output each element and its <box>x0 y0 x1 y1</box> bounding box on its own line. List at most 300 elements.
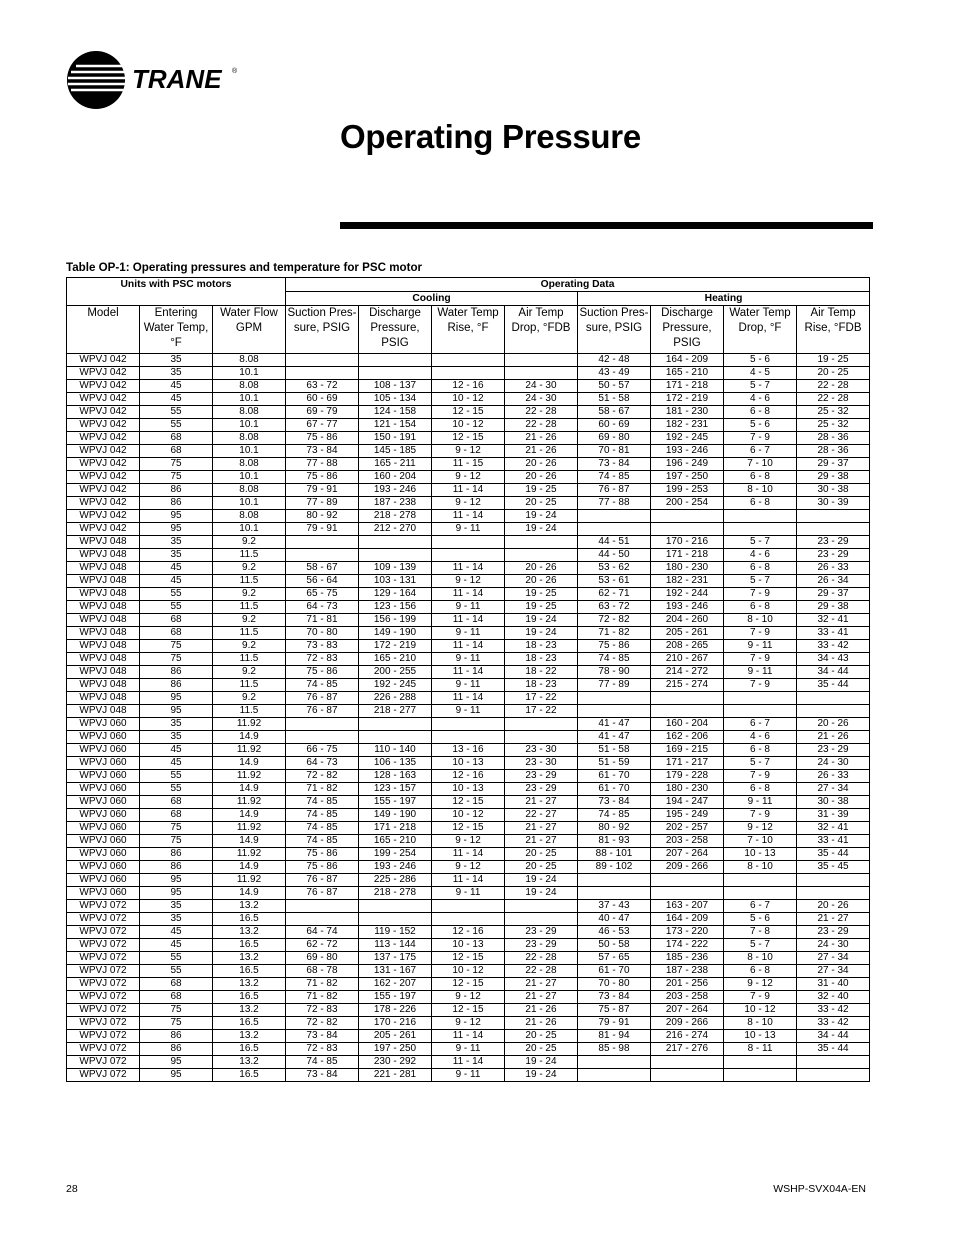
table-cell: 62 - 72 <box>286 939 359 952</box>
table-cell: 62 - 71 <box>578 588 651 601</box>
table-cell: 12 - 16 <box>432 770 505 783</box>
table-cell: 75 <box>140 458 213 471</box>
table-cell <box>724 692 797 705</box>
table-cell: WPVJ 060 <box>67 822 140 835</box>
table-cell <box>286 354 359 367</box>
table-cell: 50 - 58 <box>578 939 651 952</box>
table-cell: 181 - 230 <box>651 406 724 419</box>
table-body <box>67 354 870 1082</box>
table-cell: WPVJ 048 <box>67 562 140 575</box>
table-cell: 11.92 <box>213 718 286 731</box>
table-cell: 14.9 <box>213 861 286 874</box>
table-cell <box>359 354 432 367</box>
table-cell: 23 - 29 <box>505 939 578 952</box>
table-cell: 5 - 6 <box>724 913 797 926</box>
table-cell: 10 - 13 <box>724 1030 797 1043</box>
table-cell: 71 - 82 <box>286 978 359 991</box>
table-cell <box>286 549 359 562</box>
table-cell: 75 <box>140 835 213 848</box>
table-cell <box>651 1069 724 1082</box>
table-cell: 193 - 246 <box>359 861 432 874</box>
table-row <box>67 874 870 887</box>
table-cell: 12 - 16 <box>432 926 505 939</box>
table-cell <box>432 367 505 380</box>
table-cell: 218 - 278 <box>359 510 432 523</box>
table-cell: 81 - 94 <box>578 1030 651 1043</box>
table-row <box>67 458 870 471</box>
table-cell <box>359 913 432 926</box>
table-cell: 22 - 28 <box>797 393 870 406</box>
table-cell <box>797 705 870 718</box>
table-cell: 81 - 93 <box>578 835 651 848</box>
table-row <box>67 978 870 991</box>
table-row <box>67 549 870 562</box>
table-cell: 230 - 292 <box>359 1056 432 1069</box>
column-header: Water Flow GPM <box>213 306 286 354</box>
table-cell: 85 - 98 <box>578 1043 651 1056</box>
table-cell: 26 - 34 <box>797 575 870 588</box>
table-cell: 53 - 61 <box>578 575 651 588</box>
table-cell <box>432 354 505 367</box>
table-cell: 9 - 11 <box>724 796 797 809</box>
table-cell: 205 - 261 <box>359 1030 432 1043</box>
table-cell: 218 - 277 <box>359 705 432 718</box>
table-cell: 9 - 11 <box>432 1043 505 1056</box>
table-row <box>67 952 870 965</box>
table-cell: 174 - 222 <box>651 939 724 952</box>
table-cell: 178 - 226 <box>359 1004 432 1017</box>
table-cell: WPVJ 042 <box>67 354 140 367</box>
table-cell: 44 - 51 <box>578 536 651 549</box>
table-cell: WPVJ 072 <box>67 1056 140 1069</box>
table-cell: 34 - 43 <box>797 653 870 666</box>
table-cell: 182 - 231 <box>651 419 724 432</box>
table-cell: 8 - 10 <box>724 952 797 965</box>
table-cell: 20 - 26 <box>505 562 578 575</box>
table-cell: WPVJ 048 <box>67 679 140 692</box>
table-cell: WPVJ 042 <box>67 380 140 393</box>
table-cell: 4 - 6 <box>724 393 797 406</box>
table-cell: 9 - 12 <box>432 471 505 484</box>
table-cell: 51 - 58 <box>578 744 651 757</box>
table-cell <box>432 718 505 731</box>
table-cell <box>724 874 797 887</box>
table-cell: 71 - 82 <box>286 991 359 1004</box>
table-cell: 74 - 85 <box>578 653 651 666</box>
table-cell: 20 - 25 <box>505 1043 578 1056</box>
table-cell: 12 - 15 <box>432 978 505 991</box>
table-row <box>67 380 870 393</box>
table-cell: 55 <box>140 406 213 419</box>
table-row <box>67 692 870 705</box>
table-cell: 13.2 <box>213 952 286 965</box>
table-cell: 9.2 <box>213 692 286 705</box>
table-row <box>67 653 870 666</box>
table-cell: 55 <box>140 419 213 432</box>
table-cell: 72 - 82 <box>286 1017 359 1030</box>
table-cell: 72 - 82 <box>286 770 359 783</box>
table-cell: 79 - 91 <box>578 1017 651 1030</box>
table-cell: 79 - 91 <box>286 523 359 536</box>
table-cell: 75 - 86 <box>286 848 359 861</box>
table-cell <box>505 367 578 380</box>
table-row <box>67 926 870 939</box>
table-cell: 74 - 85 <box>286 835 359 848</box>
table-cell: 14.9 <box>213 731 286 744</box>
table-cell <box>432 913 505 926</box>
table-cell: 8 - 10 <box>724 1017 797 1030</box>
table-cell: 221 - 281 <box>359 1069 432 1082</box>
table-cell <box>505 913 578 926</box>
table-cell: 105 - 134 <box>359 393 432 406</box>
table-cell: 68 <box>140 627 213 640</box>
table-row <box>67 640 870 653</box>
table-cell: 55 <box>140 770 213 783</box>
table-cell: 11.92 <box>213 744 286 757</box>
table-cell: 9.2 <box>213 666 286 679</box>
table-cell: 7 - 10 <box>724 458 797 471</box>
table-row <box>67 588 870 601</box>
table-cell <box>505 731 578 744</box>
table-row <box>67 393 870 406</box>
table-cell: WPVJ 042 <box>67 367 140 380</box>
table-cell: WPVJ 072 <box>67 952 140 965</box>
table-cell: 71 - 82 <box>286 783 359 796</box>
table-cell: 11.92 <box>213 848 286 861</box>
table-cell: WPVJ 048 <box>67 640 140 653</box>
table-cell: 19 - 25 <box>505 588 578 601</box>
table-cell: 209 - 266 <box>651 861 724 874</box>
table-cell <box>797 1056 870 1069</box>
table-row <box>67 497 870 510</box>
table-cell: 113 - 144 <box>359 939 432 952</box>
table-cell: 77 - 88 <box>286 458 359 471</box>
table-cell: 55 <box>140 965 213 978</box>
table-cell: 6 - 8 <box>724 601 797 614</box>
table-cell: 45 <box>140 757 213 770</box>
table-cell: 21 - 26 <box>505 432 578 445</box>
table-cell: 10 - 13 <box>432 757 505 770</box>
table-cell: 9 - 11 <box>724 640 797 653</box>
table-cell: 215 - 274 <box>651 679 724 692</box>
table-cell: 9.2 <box>213 614 286 627</box>
table-cell: 8.08 <box>213 510 286 523</box>
table-cell <box>724 523 797 536</box>
table-cell: 11 - 14 <box>432 692 505 705</box>
table-cell: 163 - 207 <box>651 900 724 913</box>
table-cell: 73 - 84 <box>286 445 359 458</box>
table-cell: 37 - 43 <box>578 900 651 913</box>
table-cell: WPVJ 060 <box>67 783 140 796</box>
table-cell: 75 - 86 <box>286 471 359 484</box>
table-cell: WPVJ 060 <box>67 731 140 744</box>
table-cell: 66 - 75 <box>286 744 359 757</box>
table-cell: 5 - 7 <box>724 536 797 549</box>
table-cell: 68 <box>140 445 213 458</box>
table-cell <box>359 900 432 913</box>
table-cell: 226 - 288 <box>359 692 432 705</box>
table-cell: WPVJ 042 <box>67 497 140 510</box>
table-row <box>67 809 870 822</box>
table-cell: 19 - 24 <box>505 510 578 523</box>
table-cell: 25 - 32 <box>797 406 870 419</box>
table-cell: 10.1 <box>213 523 286 536</box>
table-cell: 9 - 12 <box>724 822 797 835</box>
table-cell: 74 - 85 <box>286 809 359 822</box>
table-cell: WPVJ 060 <box>67 718 140 731</box>
table-cell <box>724 1056 797 1069</box>
table-cell: 11 - 14 <box>432 588 505 601</box>
table-cell: 6 - 7 <box>724 445 797 458</box>
table-cell: 12 - 15 <box>432 952 505 965</box>
table-cell: 76 - 87 <box>578 484 651 497</box>
table-cell: 9 - 11 <box>432 705 505 718</box>
table-row <box>67 523 870 536</box>
table-cell: 72 - 83 <box>286 653 359 666</box>
table-row <box>67 367 870 380</box>
table-cell: 7 - 9 <box>724 770 797 783</box>
table-cell: 6 - 8 <box>724 497 797 510</box>
table-row <box>67 887 870 900</box>
table-cell: 9 - 11 <box>432 627 505 640</box>
table-cell: 11 - 14 <box>432 614 505 627</box>
table-cell: 35 <box>140 900 213 913</box>
table-cell: 197 - 250 <box>359 1043 432 1056</box>
table-row <box>67 848 870 861</box>
table-cell: 45 <box>140 939 213 952</box>
table-cell: 29 - 38 <box>797 601 870 614</box>
table-cell: 45 <box>140 380 213 393</box>
table-cell: 8.08 <box>213 380 286 393</box>
table-cell: 11 - 14 <box>432 1056 505 1069</box>
table-cell: 160 - 204 <box>359 471 432 484</box>
table-cell: 19 - 24 <box>505 1069 578 1082</box>
table-cell: 164 - 209 <box>651 354 724 367</box>
table-cell: 27 - 34 <box>797 952 870 965</box>
table-cell: 216 - 274 <box>651 1030 724 1043</box>
table-cell: 70 - 80 <box>286 627 359 640</box>
table-cell: 13.2 <box>213 900 286 913</box>
table-cell <box>651 510 724 523</box>
table-cell: 12 - 15 <box>432 796 505 809</box>
table-cell: 203 - 258 <box>651 835 724 848</box>
table-cell: 86 <box>140 1030 213 1043</box>
table-cell: WPVJ 060 <box>67 809 140 822</box>
table-cell: 9 - 12 <box>432 1017 505 1030</box>
table-cell: 16.5 <box>213 939 286 952</box>
trane-emblem-icon <box>66 50 246 110</box>
table-cell <box>578 523 651 536</box>
table-cell: 10.1 <box>213 471 286 484</box>
table-cell: WPVJ 048 <box>67 549 140 562</box>
table-cell: 76 - 87 <box>286 874 359 887</box>
table-cell: 180 - 230 <box>651 562 724 575</box>
table-cell: 31 - 39 <box>797 809 870 822</box>
table-cell: 5 - 7 <box>724 575 797 588</box>
table-cell: 9 - 12 <box>432 991 505 1004</box>
table-cell: 95 <box>140 692 213 705</box>
table-cell: 8.08 <box>213 432 286 445</box>
table-cell: 9.2 <box>213 562 286 575</box>
table-cell: 69 - 80 <box>286 952 359 965</box>
table-row <box>67 900 870 913</box>
table-cell: 11.92 <box>213 770 286 783</box>
table-cell: WPVJ 042 <box>67 523 140 536</box>
table-cell: WPVJ 048 <box>67 705 140 718</box>
table-cell <box>505 900 578 913</box>
table-cell: 35 - 44 <box>797 1043 870 1056</box>
table-row <box>67 705 870 718</box>
table-cell: 193 - 246 <box>651 445 724 458</box>
table-cell: 149 - 190 <box>359 809 432 822</box>
table-cell: 9 - 12 <box>724 978 797 991</box>
table-cell: 218 - 278 <box>359 887 432 900</box>
table-cell: 7 - 9 <box>724 588 797 601</box>
table-cell: 9 - 11 <box>432 679 505 692</box>
table-cell: 20 - 26 <box>505 471 578 484</box>
table-cell: 5 - 6 <box>724 419 797 432</box>
table-cell: 209 - 266 <box>651 1017 724 1030</box>
table-cell: 195 - 249 <box>651 809 724 822</box>
column-header: Entering Water Temp, °F <box>140 306 213 354</box>
table-cell: 22 - 28 <box>505 965 578 978</box>
table-cell: 74 - 85 <box>286 1056 359 1069</box>
table-cell: 12 - 15 <box>432 1004 505 1017</box>
table-cell: 61 - 70 <box>578 770 651 783</box>
table-cell: 32 - 41 <box>797 614 870 627</box>
table-cell: 11 - 14 <box>432 848 505 861</box>
table-cell: 13.2 <box>213 1004 286 1017</box>
table-cell: 45 <box>140 393 213 406</box>
table-cell: 185 - 236 <box>651 952 724 965</box>
table-cell: 26 - 33 <box>797 562 870 575</box>
table-cell: 9 - 11 <box>432 887 505 900</box>
table-cell: 68 <box>140 978 213 991</box>
operating-pressure-table <box>66 277 870 1082</box>
table-cell <box>651 874 724 887</box>
table-cell: 11.5 <box>213 705 286 718</box>
table-cell: 123 - 156 <box>359 601 432 614</box>
table-cell: 7 - 9 <box>724 679 797 692</box>
table-cell: 20 - 25 <box>505 848 578 861</box>
table-cell <box>578 874 651 887</box>
table-cell: 23 - 29 <box>505 783 578 796</box>
table-cell <box>432 900 505 913</box>
table-cell <box>724 887 797 900</box>
table-cell <box>359 549 432 562</box>
table-cell: 35 - 44 <box>797 679 870 692</box>
table-cell: 217 - 276 <box>651 1043 724 1056</box>
table-cell: 58 - 67 <box>286 562 359 575</box>
table-cell: 10.1 <box>213 419 286 432</box>
table-cell <box>724 510 797 523</box>
table-row <box>67 718 870 731</box>
table-cell: 9 - 11 <box>432 1069 505 1082</box>
title-rule <box>340 222 873 229</box>
table-cell: 19 - 25 <box>797 354 870 367</box>
table-cell: WPVJ 060 <box>67 796 140 809</box>
table-cell: 194 - 247 <box>651 796 724 809</box>
table-cell: 19 - 25 <box>505 601 578 614</box>
table-cell: 150 - 191 <box>359 432 432 445</box>
table-cell: 20 - 26 <box>797 718 870 731</box>
table-cell: 45 <box>140 575 213 588</box>
column-header: Air Temp Rise, °FDB <box>797 306 870 354</box>
table-cell: 45 <box>140 744 213 757</box>
table-cell: 27 - 34 <box>797 965 870 978</box>
table-cell: 155 - 197 <box>359 796 432 809</box>
page-title: Operating Pressure <box>340 118 641 155</box>
table-row <box>67 757 870 770</box>
table-cell: 128 - 163 <box>359 770 432 783</box>
table-cell: 225 - 286 <box>359 874 432 887</box>
table-row <box>67 744 870 757</box>
table-cell: 129 - 164 <box>359 588 432 601</box>
table-cell: 24 - 30 <box>797 757 870 770</box>
table-cell: 95 <box>140 705 213 718</box>
table-cell: WPVJ 072 <box>67 1069 140 1082</box>
table-cell: 63 - 72 <box>286 380 359 393</box>
table-cell: 34 - 44 <box>797 666 870 679</box>
table-cell: 16.5 <box>213 1069 286 1082</box>
table-cell: 10.1 <box>213 393 286 406</box>
table-cell <box>432 536 505 549</box>
table-cell: 193 - 246 <box>359 484 432 497</box>
table-cell <box>797 692 870 705</box>
table-cell: 18 - 23 <box>505 653 578 666</box>
table-cell: 109 - 139 <box>359 562 432 575</box>
table-cell: 68 <box>140 432 213 445</box>
table-cell: 69 - 80 <box>578 432 651 445</box>
table-cell <box>578 705 651 718</box>
table-cell: 165 - 210 <box>651 367 724 380</box>
table-cell <box>286 367 359 380</box>
table-cell: 17 - 22 <box>505 692 578 705</box>
table-cell: 76 - 87 <box>286 887 359 900</box>
table-cell: 108 - 137 <box>359 380 432 393</box>
table-cell: 9 - 12 <box>432 445 505 458</box>
table-cell <box>286 718 359 731</box>
table-cell: 201 - 256 <box>651 978 724 991</box>
table-cell: 19 - 24 <box>505 1056 578 1069</box>
table-cell: 23 - 30 <box>505 757 578 770</box>
table-cell: 207 - 264 <box>651 1004 724 1017</box>
table-cell: 24 - 30 <box>505 380 578 393</box>
header-operating-data: Operating Data <box>286 278 870 292</box>
table-row <box>67 445 870 458</box>
table-cell: 192 - 245 <box>651 432 724 445</box>
table-cell: 10.1 <box>213 445 286 458</box>
table-cell: 10.1 <box>213 497 286 510</box>
table-caption: Table OP-1: Operating pressures and temperature for PSC motor <box>66 261 423 274</box>
table-row <box>67 861 870 874</box>
table-cell: 19 - 24 <box>505 614 578 627</box>
table-cell: 16.5 <box>213 965 286 978</box>
table-row <box>67 484 870 497</box>
column-header: Suction Pres-sure, PSIG <box>578 306 651 354</box>
table-row <box>67 536 870 549</box>
table-cell: 179 - 228 <box>651 770 724 783</box>
table-cell: 27 - 34 <box>797 783 870 796</box>
table-cell: 40 - 47 <box>578 913 651 926</box>
table-cell: 4 - 6 <box>724 731 797 744</box>
table-cell: 77 - 89 <box>286 497 359 510</box>
table-cell: 68 <box>140 796 213 809</box>
table-cell: 19 - 24 <box>505 874 578 887</box>
table-row <box>67 796 870 809</box>
column-header: Discharge Pressure, PSIG <box>359 306 432 354</box>
table-cell: 25 - 32 <box>797 419 870 432</box>
